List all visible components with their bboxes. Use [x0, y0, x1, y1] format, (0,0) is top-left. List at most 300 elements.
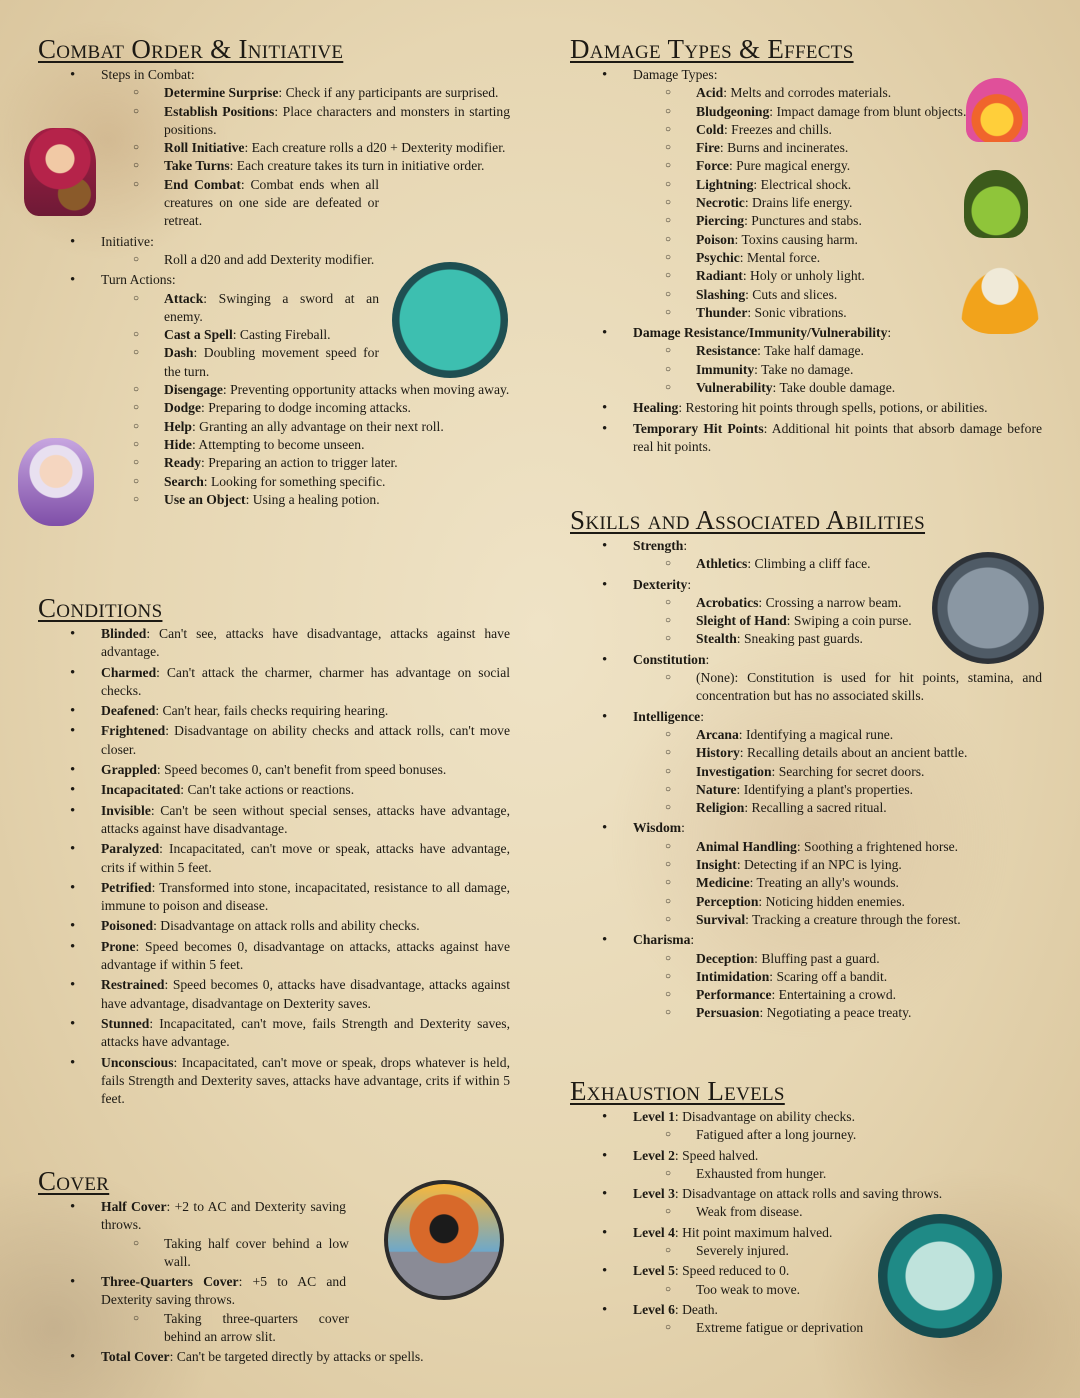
- sub-list-item: [633, 1281, 1042, 1299]
- sub-item-line: [164, 1235, 349, 1272]
- item-text: : Speed reduced to 0.: [674, 1263, 790, 1279]
- item-label: Necrotic: [696, 195, 745, 211]
- item-text: : Speed becomes 0, attacks have disadvantage, attacks against have advantage, disadvantage on Dexterity saves.: [101, 977, 510, 1011]
- list-item: [570, 1262, 1042, 1299]
- item-label: Healing: [633, 400, 679, 416]
- sub-item-line: [696, 286, 1042, 304]
- sub-list-item: [633, 249, 1042, 267]
- item-text: : +5 to AC and Dexterity saving throws.: [101, 1274, 347, 1308]
- item-label: Radiant: [696, 268, 743, 284]
- list-item: [38, 1273, 510, 1346]
- item-text: : Tracking a creature through the forest.: [745, 911, 961, 927]
- list-item: [570, 1147, 1042, 1184]
- item-label: Petrified: [101, 879, 152, 895]
- item-label: Poisoned: [101, 918, 154, 934]
- list-item: [570, 399, 1042, 417]
- sub-item-line: [696, 594, 1042, 612]
- sub-list: [633, 1281, 1042, 1299]
- item-label: Immunity: [696, 361, 755, 377]
- item-label: Temporary Hit Points: [633, 420, 764, 436]
- sub-item-line: [696, 267, 1042, 285]
- item-text: Fatigued after a long journey.: [696, 1127, 857, 1143]
- section-conditions: [38, 593, 510, 1110]
- item-line: [633, 576, 1042, 594]
- item-text: Turn Actions:: [101, 272, 176, 288]
- item-line: [101, 233, 510, 251]
- item-text: : Check if any participants are surprised.: [278, 85, 499, 101]
- sub-list-item: [101, 84, 510, 102]
- list-item: [570, 324, 1042, 397]
- list-item: [38, 840, 510, 877]
- item-text: : Climbing a cliff face.: [747, 556, 871, 572]
- sub-item-line: [696, 838, 1042, 856]
- sub-list-item: [633, 799, 1042, 817]
- item-label: Level 5: [633, 1263, 675, 1279]
- item-label: Help: [164, 418, 192, 434]
- item-label: Paralyzed: [101, 841, 160, 857]
- sub-item-line: [696, 1242, 1042, 1260]
- item-text: Exhausted from hunger.: [696, 1165, 827, 1181]
- section-heading: Damage Types & Effects: [570, 34, 854, 64]
- sub-list-item: [633, 744, 1042, 762]
- item-text: Steps in Combat:: [101, 67, 195, 82]
- item-text: : Incapacitated, can't move or speak, drops whatever is held, fails Strength and Dexterity saves, attacks have advantage, crits if within 5 feet.: [101, 1054, 510, 1107]
- item-label: Total Cover: [101, 1349, 170, 1365]
- item-line: [633, 537, 1042, 555]
- item-label: Sleight of Hand: [696, 613, 787, 629]
- sub-list-item: [633, 139, 1042, 157]
- sub-item-line: [696, 726, 1042, 744]
- item-label: Attack: [164, 290, 204, 306]
- sub-item-line: [164, 473, 510, 491]
- section-heading: Conditions: [38, 593, 163, 623]
- item-line: [101, 879, 510, 916]
- item-line: [101, 664, 510, 701]
- item-label: Charisma: [633, 932, 691, 948]
- item-text: : Drains life energy.: [744, 195, 853, 211]
- item-text: Severely injured.: [696, 1243, 789, 1259]
- section-cover: [38, 1166, 510, 1369]
- sub-list-item: [633, 950, 1042, 968]
- item-label: Hide: [164, 436, 192, 452]
- item-text: : Can't be seen without special senses, attacks have advantage, attacks against have disadvantage.: [101, 802, 510, 836]
- item-label: Poison: [696, 231, 735, 247]
- sub-list-item: [101, 491, 510, 509]
- item-line: [633, 651, 1042, 669]
- sub-list-item: [633, 194, 1042, 212]
- sub-list-item: [633, 121, 1042, 139]
- item-line: [633, 420, 1042, 457]
- section-exhaustion: [570, 1076, 1042, 1340]
- sub-list-item: [633, 1004, 1042, 1022]
- item-line: [633, 1108, 1042, 1126]
- item-line: [101, 802, 510, 839]
- sub-list-item: [633, 630, 1042, 648]
- item-text: : Death.: [674, 1301, 718, 1317]
- sub-list: [633, 1319, 1042, 1337]
- item-label: Intimidation: [696, 968, 770, 984]
- item-text: : Incapacitated, can't move or speak, attacks have advantage, crits if within 5 feet.: [101, 841, 510, 875]
- sub-list: [101, 1310, 510, 1347]
- list-item: [38, 722, 510, 759]
- item-line: [101, 938, 510, 975]
- item-text: : Hit point maximum halved.: [674, 1224, 833, 1240]
- item-label: Insight: [696, 857, 737, 873]
- item-text: : Incapacitated, can't move, fails Strength and Dexterity saves, attacks have advantage.: [101, 1015, 510, 1050]
- item-line: [101, 761, 510, 779]
- list-item: [38, 976, 510, 1013]
- item-line: [101, 625, 510, 662]
- item-line: [101, 840, 510, 877]
- item-text: : Searching for secret doors.: [771, 763, 925, 779]
- item-text: : Combat ends when all creatures on one side are defeated or retreat.: [164, 176, 379, 229]
- item-label: Restrained: [101, 977, 165, 993]
- sub-item-line: [164, 251, 379, 269]
- sub-list-item: [633, 986, 1042, 1004]
- sub-item-line: [164, 103, 510, 140]
- sub-list: [633, 1203, 1042, 1221]
- item-line: [101, 1054, 510, 1109]
- sub-item-line: [696, 1126, 1042, 1144]
- item-line: [633, 1224, 1042, 1242]
- list-item: [38, 1054, 510, 1109]
- sub-item-line: [696, 893, 1042, 911]
- item-text: :: [687, 576, 692, 592]
- sub-item-line: [696, 555, 1042, 573]
- sub-list-item: [101, 251, 510, 269]
- sub-item-line: [696, 231, 1042, 249]
- item-label: Acrobatics: [696, 594, 759, 610]
- item-label: Intelligence: [633, 708, 701, 724]
- sub-item-line: [164, 1310, 349, 1347]
- list-item: [570, 537, 1042, 574]
- sub-list-item: [633, 176, 1042, 194]
- item-line: [101, 917, 510, 935]
- item-label: Force: [696, 158, 729, 174]
- item-text: : Disadvantage on ability checks and attack rolls, can't move closer.: [101, 723, 510, 757]
- sub-list-item: [633, 212, 1042, 230]
- sub-item-line: [164, 418, 510, 436]
- sub-list-item: [101, 326, 510, 344]
- section-damage: [570, 34, 1042, 458]
- item-label: Roll Initiative: [164, 140, 245, 156]
- item-text: : Take half damage.: [757, 343, 864, 359]
- sub-list-item: [633, 874, 1042, 892]
- item-label: Stunned: [101, 1015, 150, 1031]
- sub-list-item: [633, 555, 1042, 573]
- item-label: Religion: [696, 800, 745, 816]
- item-line: [101, 1348, 510, 1366]
- sub-list-item: [101, 103, 510, 140]
- sub-list-item: [633, 1319, 1042, 1337]
- item-label: Search: [164, 473, 204, 489]
- item-label: Establish Positions: [164, 103, 275, 119]
- item-text: Too weak to move.: [696, 1281, 800, 1297]
- item-text: : Scaring off a bandit.: [769, 968, 888, 984]
- sub-item-line: [164, 436, 510, 454]
- sub-list-item: [633, 781, 1042, 799]
- list-item: [570, 576, 1042, 649]
- item-label: Athletics: [696, 556, 748, 572]
- sub-item-line: [696, 342, 1042, 360]
- list-item: [38, 1015, 510, 1052]
- item-text: : Swinging a sword at an enemy.: [164, 290, 379, 324]
- sub-list-item: [101, 418, 510, 436]
- section-heading: Skills and Associated Abilities: [570, 505, 926, 535]
- item-text: : Can't hear, fails checks requiring hearing.: [155, 703, 389, 719]
- sub-list-item: [101, 139, 510, 157]
- item-line: [633, 324, 1042, 342]
- item-line: [101, 976, 510, 1013]
- item-label: Lightning: [696, 176, 754, 192]
- sub-item-line: [696, 139, 1042, 157]
- item-text: : Disadvantage on ability checks.: [674, 1109, 855, 1124]
- section-heading: Combat Order & Initiative: [38, 34, 344, 64]
- sub-list-item: [633, 379, 1042, 397]
- sub-item-line: [164, 399, 510, 417]
- sub-item-line: [164, 139, 510, 157]
- sub-item-line: [164, 176, 379, 231]
- item-text: Taking half cover behind a low wall.: [164, 1235, 349, 1269]
- item-text: : Negotiating a peace treaty.: [759, 1005, 912, 1021]
- item-label: Incapacitated: [101, 782, 181, 798]
- item-line: [633, 1301, 1042, 1319]
- bullet-list: [570, 66, 1042, 456]
- item-text: : Preparing an action to trigger later.: [201, 455, 398, 471]
- item-text: : Preventing opportunity attacks when moving away.: [222, 382, 510, 398]
- sub-item-line: [164, 491, 510, 509]
- sub-item-line: [696, 1004, 1042, 1022]
- sub-list-item: [633, 1126, 1042, 1144]
- item-label: Blinded: [101, 626, 147, 641]
- list-item: [38, 1198, 510, 1271]
- section-skills: [570, 505, 1042, 1025]
- sub-item-line: [696, 669, 1042, 706]
- sub-item-line: [696, 968, 1042, 986]
- list-item: [38, 664, 510, 701]
- sub-list-item: [101, 473, 510, 491]
- sub-item-line: [164, 290, 379, 327]
- list-item: [38, 761, 510, 779]
- list-item: [38, 702, 510, 720]
- item-text: : Can't take actions or reactions.: [180, 782, 355, 798]
- item-text: (None): Constitution is used for hit points, stamina, and concentration but has no associated skills.: [696, 670, 1042, 704]
- item-label: Use an Object: [164, 491, 246, 507]
- item-text: : Melts and corrodes materials.: [723, 85, 892, 101]
- item-line: [633, 399, 1042, 417]
- item-text: : Recalling details about an ancient battle.: [739, 745, 968, 761]
- sub-list-item: [633, 267, 1042, 285]
- item-text: : Can't attack the charmer, charmer has advantage on social checks.: [101, 664, 510, 698]
- item-line: [633, 708, 1042, 726]
- sub-item-line: [696, 763, 1042, 781]
- sub-list: [633, 594, 1042, 649]
- sub-item-line: [696, 911, 1042, 929]
- list-item: [570, 819, 1042, 929]
- item-label: Thunder: [696, 304, 748, 320]
- sub-item-line: [164, 326, 379, 344]
- item-label: Half Cover: [101, 1199, 167, 1214]
- sub-list: [101, 290, 510, 510]
- item-text: Taking three-quarters cover behind an arrow slit.: [164, 1310, 349, 1345]
- sub-list-item: [633, 726, 1042, 744]
- item-label: Damage Resistance/Immunity/Vulnerability: [633, 325, 888, 341]
- sub-list: [633, 1126, 1042, 1144]
- item-label: Unconscious: [101, 1054, 174, 1070]
- sub-list: [101, 84, 510, 230]
- item-label: Deception: [696, 950, 755, 966]
- item-label: Fire: [696, 140, 720, 156]
- sub-list: [633, 1165, 1042, 1183]
- item-text: : Speed becomes 0, can't benefit from speed bonuses.: [156, 762, 447, 778]
- sub-list-item: [633, 157, 1042, 175]
- item-text: : Additional hit points that absorb damage before real hit points.: [633, 420, 1043, 454]
- item-text: : Looking for something specific.: [203, 473, 386, 489]
- sub-list-item: [633, 911, 1042, 929]
- sub-list-item: [101, 436, 510, 454]
- item-text: : Treating an ally's wounds.: [749, 875, 899, 891]
- item-text: : Preparing to dodge incoming attacks.: [201, 400, 411, 416]
- item-label: Ready: [164, 455, 202, 471]
- item-text: : Sonic vibrations.: [747, 304, 847, 320]
- item-line: [633, 1185, 1042, 1203]
- sub-list-item: [633, 1203, 1042, 1221]
- item-text: : Toxins causing harm.: [734, 231, 858, 247]
- sub-list-item: [633, 893, 1042, 911]
- bullet-list: [570, 1108, 1042, 1338]
- item-label: Take Turns: [164, 158, 230, 174]
- item-text: :: [690, 932, 695, 948]
- list-item: [38, 1348, 510, 1366]
- item-text: Roll a d20 and add Dexterity modifier.: [164, 251, 375, 267]
- sub-list: [633, 726, 1042, 817]
- list-item: [38, 271, 510, 509]
- item-text: : Noticing hidden enemies.: [758, 893, 905, 909]
- list-item: [38, 879, 510, 916]
- section-heading: Cover: [38, 1166, 110, 1196]
- item-label: Level 1: [633, 1109, 675, 1124]
- item-text: : Take no damage.: [754, 361, 854, 377]
- item-label: Determine Surprise: [164, 85, 279, 101]
- sub-item-line: [164, 381, 510, 399]
- list-item: [570, 651, 1042, 706]
- list-item: [38, 781, 510, 799]
- sub-item-line: [696, 1165, 1042, 1183]
- item-label: Level 2: [633, 1147, 675, 1163]
- item-text: : Transformed into stone, incapacitated, resistance to all damage, immune to poison and disease.: [101, 879, 510, 914]
- item-line: [633, 1262, 1042, 1280]
- item-label: Level 3: [633, 1186, 675, 1202]
- list-item: [570, 1224, 1042, 1261]
- item-text: :: [705, 651, 710, 667]
- item-label: Grappled: [101, 762, 157, 778]
- list-item: [38, 625, 510, 662]
- item-label: Level 6: [633, 1301, 675, 1317]
- item-label: Level 4: [633, 1224, 675, 1240]
- sub-item-line: [696, 781, 1042, 799]
- item-line: [633, 1147, 1042, 1165]
- item-label: Cast a Spell: [164, 327, 233, 343]
- sub-item-line: [696, 874, 1042, 892]
- item-label: Cold: [696, 121, 724, 137]
- item-label: Constitution: [633, 651, 706, 667]
- item-line: [633, 819, 1042, 837]
- item-label: Dexterity: [633, 576, 688, 592]
- item-text: : Identifying a plant's properties.: [736, 781, 914, 797]
- sub-list: [633, 950, 1042, 1023]
- item-label: Deafened: [101, 703, 156, 719]
- item-text: Initiative:: [101, 233, 154, 249]
- section-heading: Exhaustion Levels: [570, 1076, 785, 1106]
- item-text: : Electrical shock.: [753, 176, 852, 192]
- item-text: :: [887, 325, 892, 341]
- sub-item-line: [696, 630, 1042, 648]
- item-text: : Each creature rolls a d20 + Dexterity modifier.: [244, 140, 506, 156]
- item-label: Frightened: [101, 723, 166, 739]
- sub-list-item: [633, 669, 1042, 706]
- item-text: : Take double damage.: [772, 380, 896, 396]
- section-combat: [38, 34, 510, 511]
- sub-list-item: [633, 838, 1042, 856]
- item-label: Vulnerability: [696, 380, 773, 396]
- sub-list-item: [101, 1310, 510, 1347]
- item-text: : Burns and incinerates.: [719, 140, 849, 156]
- item-text: Extreme fatigue or deprivation: [696, 1320, 864, 1336]
- sub-item-line: [696, 612, 1042, 630]
- item-text: : Each creature takes its turn in initiative order.: [229, 158, 485, 174]
- sub-item-line: [164, 84, 510, 102]
- item-text: :: [681, 820, 685, 836]
- item-label: Resistance: [696, 343, 758, 359]
- sub-item-line: [696, 379, 1042, 397]
- list-item: [570, 708, 1042, 818]
- sub-list-item: [633, 231, 1042, 249]
- sub-list-item: [633, 612, 1042, 630]
- item-line: [101, 1015, 510, 1052]
- item-text: : Granting an ally advantage on their next roll.: [191, 418, 444, 434]
- item-line: [101, 781, 510, 799]
- sub-list: [633, 555, 1042, 573]
- sub-item-line: [696, 121, 1042, 139]
- sub-list-item: [101, 157, 510, 175]
- item-text: : Identifying a magical rune.: [738, 726, 894, 742]
- sub-list-item: [633, 84, 1042, 102]
- item-label: Psychic: [696, 249, 740, 265]
- sub-item-line: [696, 1203, 1042, 1221]
- sub-list-item: [633, 304, 1042, 322]
- sub-list: [633, 1242, 1042, 1260]
- sub-list-item: [101, 1235, 510, 1272]
- item-label: Performance: [696, 987, 772, 1003]
- list-item: [570, 1185, 1042, 1222]
- item-text: : Place characters and monsters in starting positions.: [164, 103, 510, 137]
- item-line: [633, 66, 1042, 84]
- sub-list-item: [101, 176, 510, 231]
- list-item: [38, 938, 510, 975]
- sub-list-item: [633, 594, 1042, 612]
- item-label: End Combat: [164, 176, 241, 192]
- item-text: : +2 to AC and Dexterity saving throws.: [101, 1199, 346, 1233]
- sub-item-line: [696, 176, 1042, 194]
- sub-item-line: [696, 1281, 1042, 1299]
- item-text: : Swiping a coin purse.: [786, 613, 912, 629]
- sub-list-item: [633, 968, 1042, 986]
- sub-list: [101, 1235, 510, 1272]
- list-item: [570, 420, 1042, 457]
- item-line: [101, 722, 510, 759]
- item-label: Disengage: [164, 382, 223, 398]
- sub-list-item: [101, 290, 510, 327]
